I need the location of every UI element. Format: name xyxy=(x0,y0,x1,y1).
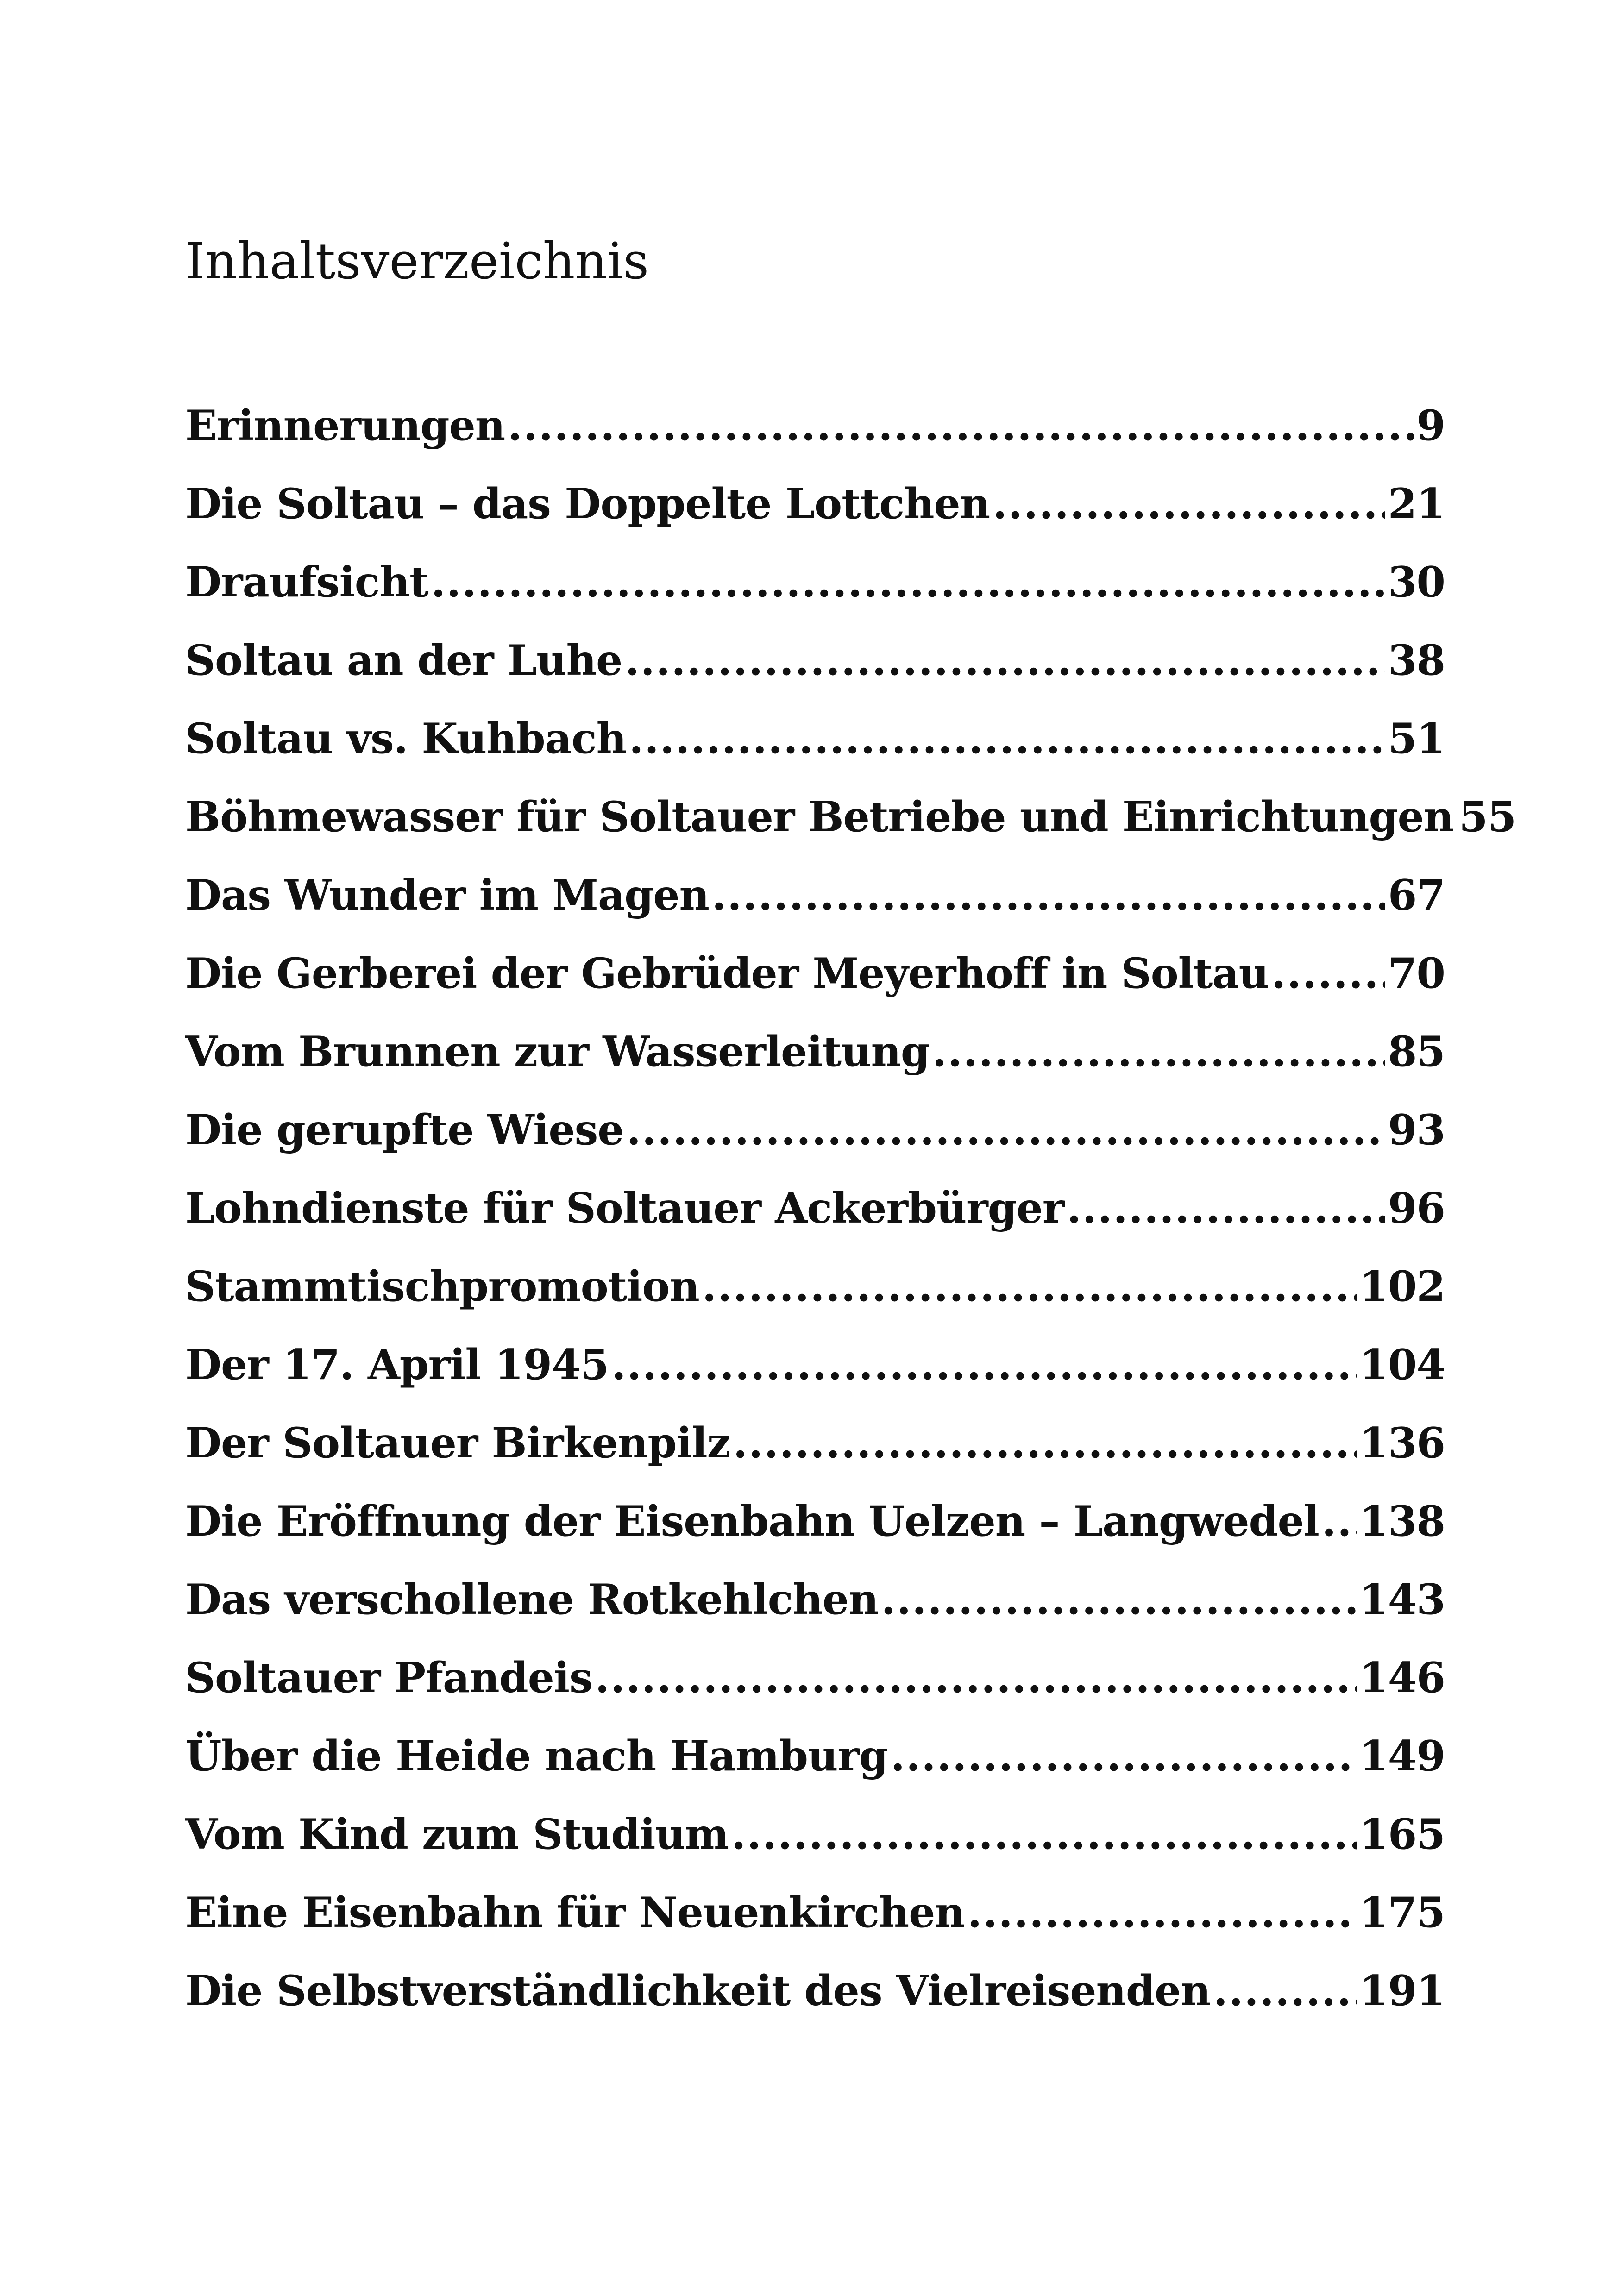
toc-entry-page-number: 96 xyxy=(1388,1184,1445,1233)
toc-entry-page-number: 67 xyxy=(1388,871,1445,920)
toc-entry-title: Das verschollene Rotkehlchen xyxy=(185,1575,879,1624)
toc-entry-page-number: 136 xyxy=(1359,1418,1445,1468)
dot-leader xyxy=(629,716,1385,762)
toc-entry-title: Lohndienste für Soltauer Ackerbürger xyxy=(185,1184,1064,1233)
dot-leader xyxy=(1271,951,1385,997)
toc-entry xyxy=(185,1107,1445,1186)
dot-leader xyxy=(733,1420,1357,1466)
dot-leader xyxy=(431,559,1385,605)
toc-entry-title: Der Soltauer Birkenpilz xyxy=(185,1418,730,1468)
dot-leader xyxy=(702,1264,1357,1310)
toc-entry-page-number: 51 xyxy=(1388,714,1445,763)
toc-entry xyxy=(185,872,1445,951)
toc-entry-title: Soltauer Pfandeis xyxy=(185,1653,592,1702)
table-of-contents xyxy=(185,401,1516,2046)
dot-leader xyxy=(731,1812,1357,1857)
toc-entry-page-number: 138 xyxy=(1359,1497,1445,1546)
toc-entry-title: Die Selbstverständlichkeit des Vielreisenden xyxy=(185,1966,1211,2015)
toc-entry xyxy=(185,1968,1445,2046)
toc-entry-title: Die Eröffnung der Eisenbahn Uelzen – Langwedel xyxy=(185,1497,1319,1546)
dot-leader xyxy=(1213,1968,1357,2014)
toc-entry-page-number: 146 xyxy=(1359,1653,1445,1702)
toc-entry-title: Das Wunder im Magen xyxy=(185,871,709,920)
dot-leader xyxy=(1067,1186,1385,1231)
toc-entry-title: Vom Kind zum Studium xyxy=(185,1810,729,1859)
toc-entry xyxy=(185,1186,1445,1264)
toc-entry xyxy=(185,1264,1445,1342)
toc-entry-title: Soltau vs. Kuhbach xyxy=(185,714,627,763)
toc-entry-title: Der 17. April 1945 xyxy=(185,1340,609,1389)
toc-entry xyxy=(185,638,1445,716)
toc-entry-page-number: 165 xyxy=(1359,1810,1445,1859)
dot-leader xyxy=(881,1577,1357,1623)
toc-entry-title: Eine Eisenbahn für Neuenkirchen xyxy=(185,1888,965,1937)
dot-leader xyxy=(1322,1499,1357,1544)
dot-leader xyxy=(891,1733,1357,1779)
toc-entry-title: Vom Brunnen zur Wasserleitung xyxy=(185,1027,930,1076)
toc-entry xyxy=(185,716,1445,794)
dot-leader xyxy=(508,403,1414,449)
dot-leader xyxy=(625,638,1385,684)
toc-entry-page-number: 102 xyxy=(1359,1262,1445,1311)
toc-entry xyxy=(185,1812,1445,1890)
toc-entry xyxy=(185,792,1516,872)
dot-leader xyxy=(611,1342,1357,1388)
toc-entry-page-number: 85 xyxy=(1388,1027,1445,1076)
toc-entry-page-number: 104 xyxy=(1359,1340,1445,1389)
dot-leader xyxy=(968,1890,1357,1936)
toc-entry xyxy=(185,1420,1445,1499)
toc-entry-title: Draufsicht xyxy=(185,558,428,607)
toc-entry-title: Über die Heide nach Hamburg xyxy=(185,1731,888,1781)
toc-entry-page-number: 9 xyxy=(1416,401,1445,450)
dot-leader xyxy=(932,1029,1385,1075)
toc-entry-page-number: 93 xyxy=(1388,1105,1445,1154)
toc-entry-page-number: 38 xyxy=(1388,636,1445,685)
toc-entry xyxy=(185,951,1445,1029)
toc-entry xyxy=(185,559,1445,638)
toc-entry xyxy=(185,1655,1445,1733)
toc-entry-title: Die Soltau – das Doppelte Lottchen xyxy=(185,479,990,528)
toc-entry-page-number: 175 xyxy=(1359,1888,1445,1937)
toc-entry-title: Die gerupfte Wiese xyxy=(185,1105,624,1154)
toc-entry xyxy=(185,1890,1445,1968)
toc-entry-title: Stammtischpromotion xyxy=(185,1262,699,1311)
toc-entry xyxy=(185,481,1445,559)
toc-entry-page-number: 55 xyxy=(1459,792,1516,841)
toc-entry xyxy=(185,1577,1445,1655)
dot-leader xyxy=(627,1107,1385,1153)
toc-entry-title: Soltau an der Luhe xyxy=(185,636,622,685)
toc-entry-page-number: 191 xyxy=(1359,1966,1445,2015)
toc-entry-page-number: 21 xyxy=(1388,479,1445,528)
toc-entry xyxy=(185,1499,1445,1577)
page-title: Inhaltsverzeichnis xyxy=(185,232,649,290)
toc-entry-page-number: 149 xyxy=(1359,1731,1445,1781)
toc-entry-title: Erinnerungen xyxy=(185,401,505,450)
dot-leader xyxy=(993,481,1385,527)
toc-entry-page-number: 70 xyxy=(1388,949,1445,998)
toc-entry-page-number: 30 xyxy=(1388,558,1445,607)
dot-leader xyxy=(595,1655,1357,1701)
toc-entry xyxy=(185,1342,1445,1420)
toc-entry xyxy=(185,1733,1445,1812)
toc-entry-title: Die Gerberei der Gebrüder Meyerhoff in Soltau xyxy=(185,949,1269,998)
toc-entry xyxy=(185,1029,1445,1107)
toc-entry xyxy=(185,403,1445,481)
dot-leader xyxy=(712,872,1385,918)
toc-entry-page-number: 143 xyxy=(1359,1575,1445,1624)
toc-entry-title: Böhmewasser für Soltauer Betriebe und Einrichtungen xyxy=(185,792,1454,841)
